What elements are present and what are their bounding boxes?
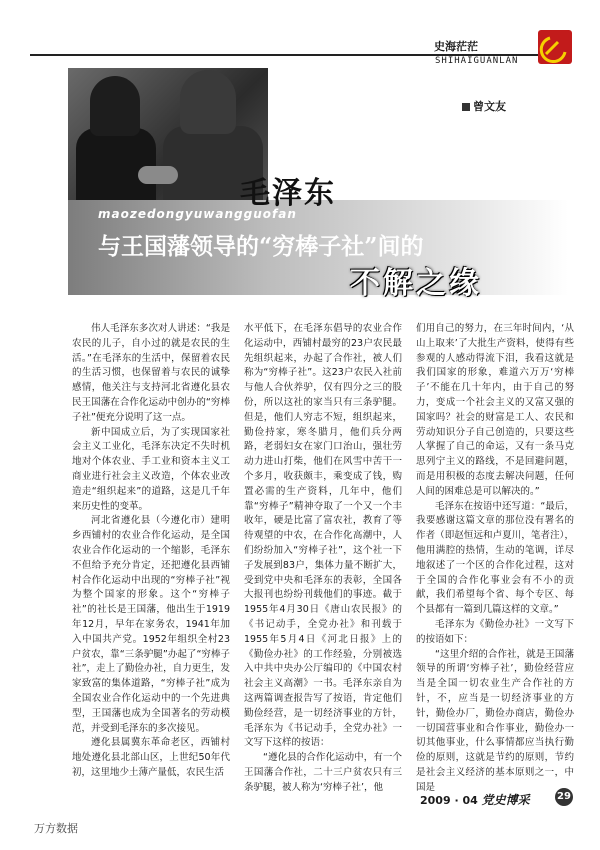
article-column-2 [244,322,402,796]
photo-handshake [138,166,178,184]
paragraph: “遵化县的合作化运动中，有一个王国藩合作社，二十三户贫农只有三条驴腿，被人称为‘穷棒子社’，他 [244,752,402,793]
section-pinyin: SHIHAIGUANLAN [435,56,519,66]
section-label: 史海茫茫 [430,38,482,54]
title-pinyin: maozedongyuwangguofan [98,207,297,221]
paragraph: 水平低下，在毛泽东倡导的农业合作化运动中，西铺村最穷的23户农民最先组织起来，办起了合作社，被人们称为“穷棒子社”。这23户农民入社前与他人合伙养驴，仅有四分之三的股份，所以这社的家当只有三条驴腿。但是，他们人穷志不短，组织起来，勤俭持家，寒冬腊月，他们兵分两路，老弱妇女在家门口治山，强壮劳动力进山打柴，他们在风雪中苦干一个多月，收获颇丰，乘变成了钱，购置必需的生产资料，几年中，他们靠“穷棒子”精神夺取了一个又一个丰收年，硬是比富了富农社，教育了等待观望的中农，在合作化高潮中，人们纷纷加入“穷棒子社”，这个社一下子发展到83户，集体力量不断扩大，受到党中央和毛泽东的表彰，全国各大报刊也纷纷刊载他们的事迹。截于1955年4月30日《唐山农民报》的《书记动手，全党办社》和刊载于1955年5月4日《河北日报》上的《勤俭办社》的工作经验，分别被选入中共中央办公厅编印的《中国农村社会主义高潮》一书。毛泽东亲自为这两篇调查报告写了按语，肯定他们勤俭经营，是一切经济事业的方针，毛泽东为《书记动手，全党办社》一文写下这样的按语： [244,323,402,749]
issue-date: 2009 · 04 [420,794,478,807]
paragraph: 河北省遵化县（今遵化市）建明乡西铺村的农业合作化运动，是全国农业合作化运动的一个缩影，毛泽东不但给予充分肯定，还把遵化县西铺村合作化运动中出现的“穷棒子社”视为整个国家的形象。这个“穷棒子社”的社长是王国藩，他出生于1919年12月，早年在家务农，1941年加入中国共产党。1952年组织全村23户贫农，靠“三条驴腿”办起了“穷棒子社”，走上了勤俭办社，自力更生，发家致富的集体道路，“穷棒子社”成为全国农业合作化运动中的一个先进典型，王国藩也成为全国著名的劳动模范，并受到毛泽东的多次接见。 [72,515,230,734]
party-emblem-icon [538,30,572,64]
header-rule [30,38,565,56]
author-byline: 曾文友 [462,98,506,114]
title-line-1: 毛泽东 [240,176,336,211]
title-line-2: 与王国藩领导的“穷棒子社”间的 [98,233,424,260]
article-column-1 [72,322,230,781]
watermark: 万方数据 [34,822,78,835]
paragraph: 们用自己的努力，在三年时间内，‘从山上取来’了大批生产资料，使得有些参观的人感动得流下泪，我看这就是我们国家的形象，难道六万万‘穷棒子’不能在几十年内，由于自己的努力，变成一个社会主义的又富又强的国家吗？社会的财富是工人、农民和劳动知识分子自己创造的，只要这些人掌握了自己的命运，又有一条马克思列宁主义的路线，不是回避问题，而是用积极的态度去解决问题，任何人间的困难总是可以解决的。” [416,323,574,497]
title-line-3: 不解之缘 [350,266,482,301]
paragraph: 遵化县属冀东革命老区，西铺村地处遵化县北部山区，上世纪50年代初，这里地少土薄产量低，农民生活 [72,737,230,778]
paragraph: “这里介绍的合作社，就是王国藩领导的所谓‘穷棒子社’，勤俭经营应当是全国一切农业生产合作社的方针，不，应当是一切经济事业的方针，勤俭办厂，勤俭办商店，勤俭办一切国营事业和合作事业，勤俭办一切其他事业，什么事情都应当执行勤俭的原则，这就是节约的原则，节约是社会主义经济的基本原则之一，中国是 [416,648,574,793]
footer [420,791,530,808]
photo-figure-left-head [90,76,140,136]
page-number: 29 [555,788,573,806]
paragraph: 伟人毛泽东多次对人讲述：“我是农民的儿子，自小过的就是农民的生活。”在毛泽东的生活中，保留着农民的生活习惯，也保留着与农民的诚挚感情，他关注与支持河北省遵化县农民王国藩在合作化运动中创办的“穷棒子社”便充分说明了这一点。 [72,323,230,423]
photo-figure-right-head [180,70,236,134]
article-column-3 [416,322,574,796]
paragraph: 毛泽东在按语中还写道：“最后，我要感谢这篇文章的那位没有署名的作者（即赵恒远和卢夏川，笔者注），他用满腔的热情，生动的笔调，详尽地叙述了一个区的合作化过程，这对于全国的合作化事业会有不小的贡献，我们希望每个省、每个专区、每个县都有一篇到几篇这样的文章。” [416,500,574,616]
magazine-brand: 党史博采 [481,793,530,807]
historical-photo [68,68,268,204]
paragraph: 新中国成立后，为了实现国家社会主义工业化，毛泽东决定不失时机地对个体农业、手工业和资本主义工商业进行社会主义改造，个体农业改造走“组织起来”的道路，这是几千年来历史性的变革。 [72,426,230,512]
paragraph: 毛泽东为《勤俭办社》一文写下的按语如下： [416,618,574,645]
